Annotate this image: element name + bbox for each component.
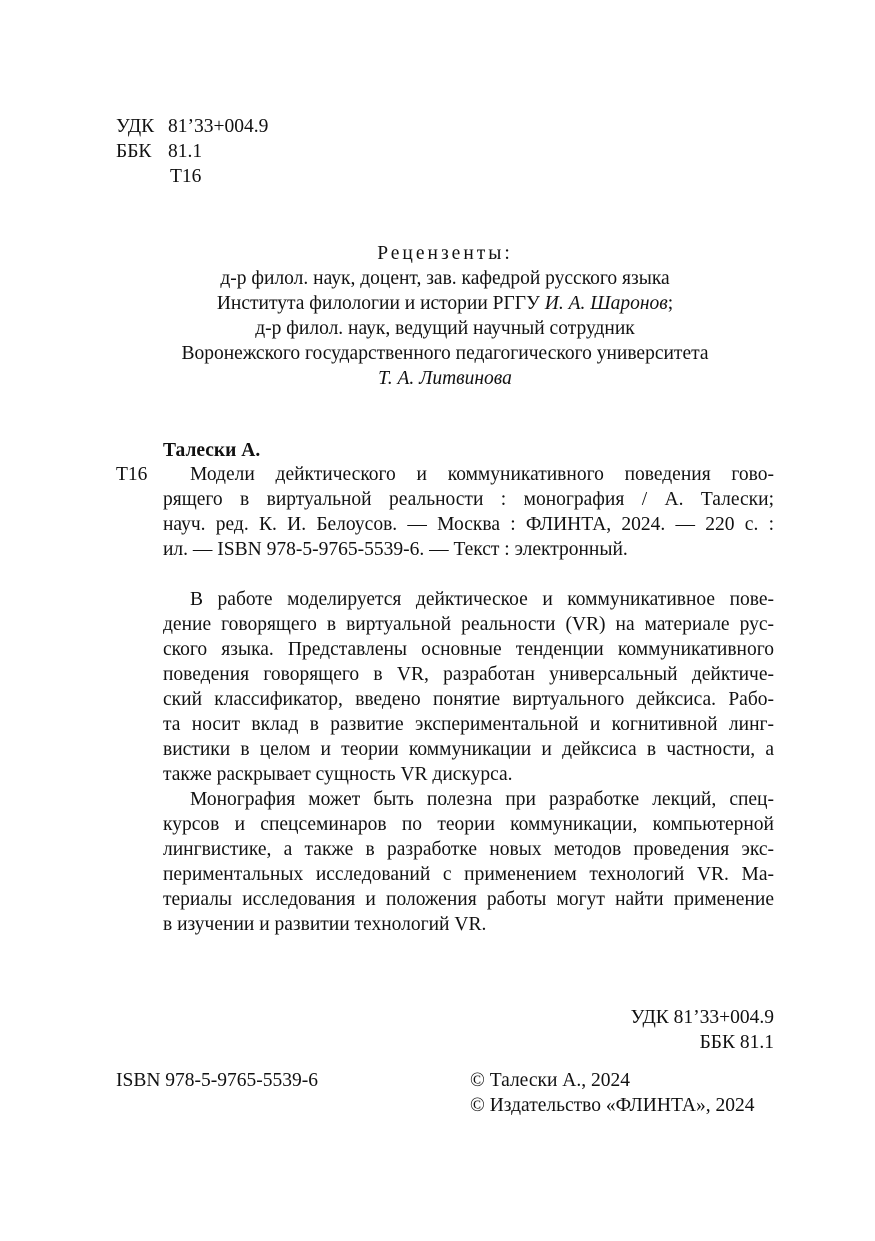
reviewer-2-line-2: Воронежского государственного педагогического университета: [181, 343, 709, 364]
annotation-line: поведения говорящего в VR, разработан универсальный дейктиче-: [163, 664, 774, 685]
annotation-line: Монография может быть полезна при разработке лекций, спец-: [190, 789, 774, 810]
reviewers-heading: Рецензенты:: [377, 243, 513, 264]
bib-line: рящего в виртуальной реальности : монография / А. Талески;: [163, 489, 774, 510]
udk-value: 81’33+004.9: [168, 116, 269, 137]
author-code-top: Т16: [170, 166, 202, 187]
bib-line: науч. ред. К. И. Белоусов. — Москва : ФЛИНТА, 2024. — 220 с. :: [163, 514, 774, 535]
udk-top: [116, 114, 268, 139]
reviewer-1-line-2: [116, 291, 774, 316]
annotation-line: та носит вклад в развитие экспериментальной и когнитивной линг-: [163, 714, 774, 735]
annotation-line: периментальных исследований с применением технологий VR. Ма-: [163, 864, 774, 885]
bib-line: Модели дейктического и коммуникативного поведения гово-: [190, 464, 774, 485]
reviewer-1-name: И. А. Шаронов: [544, 293, 668, 314]
reviewer-1-line-1: д-р филол. наук, доцент, зав. кафедрой русского языка: [220, 268, 670, 289]
bbk-bottom: ББК 81.1: [699, 1032, 774, 1053]
udk-label: УДК: [116, 116, 155, 137]
annotation-line: также раскрывает сущность VR дискурса.: [163, 764, 513, 785]
isbn: ISBN 978-5-9765-5539-6: [116, 1070, 319, 1091]
annotation-line: В работе моделируется дейктическое и коммуникативное пове-: [190, 589, 774, 610]
annotation-line: дение говорящего в виртуальной реальности (VR) на материале рус-: [163, 614, 774, 635]
bbk-top: [116, 139, 202, 164]
reviewer-1-separator: ;: [667, 293, 674, 314]
annotation-line: вистики в целом и теории коммуникации и дейксиса в частности, а: [163, 739, 774, 760]
annotation-line: лингвистике, а также в разработке новых методов проведения экс-: [163, 839, 774, 860]
udk-bottom: УДК 81’33+004.9: [630, 1007, 774, 1028]
reviewer-1-affiliation: Института филологии и истории РГГУ: [216, 293, 545, 314]
annotation-line: ского языка. Представлены основные тенденции коммуникативного: [163, 639, 774, 660]
bbk-label: ББК: [116, 141, 152, 162]
reviewers-block: [116, 241, 774, 391]
bbk-value: 81.1: [168, 141, 203, 162]
reviewer-2-name: Т. А. Литвинова: [378, 368, 512, 389]
annotation-line: ский классификатор, введено понятие виртуального дейксиса. Рабо-: [163, 689, 774, 710]
annotation-line: в изучении и развитии технологий VR.: [163, 914, 487, 935]
bib-line: ил. — ISBN 978-5-9765-5539-6. — Текст : электронный.: [163, 539, 628, 560]
copyright-publisher: © Издательство «ФЛИНТА», 2024: [470, 1095, 755, 1116]
reviewer-2-line-1: д-р филол. наук, ведущий научный сотрудник: [255, 318, 635, 339]
author-code-bib: Т16: [116, 464, 148, 485]
reviewer-2-line-3: [116, 366, 774, 391]
author-heading: Талески А.: [163, 440, 261, 461]
copyright-author: © Талески А., 2024: [470, 1070, 630, 1091]
annotation-line: курсов и спецсеминаров по теории коммуникации, компьютерной: [163, 814, 774, 835]
annotation-line: териалы исследования и положения работы могут найти применение: [163, 889, 774, 910]
